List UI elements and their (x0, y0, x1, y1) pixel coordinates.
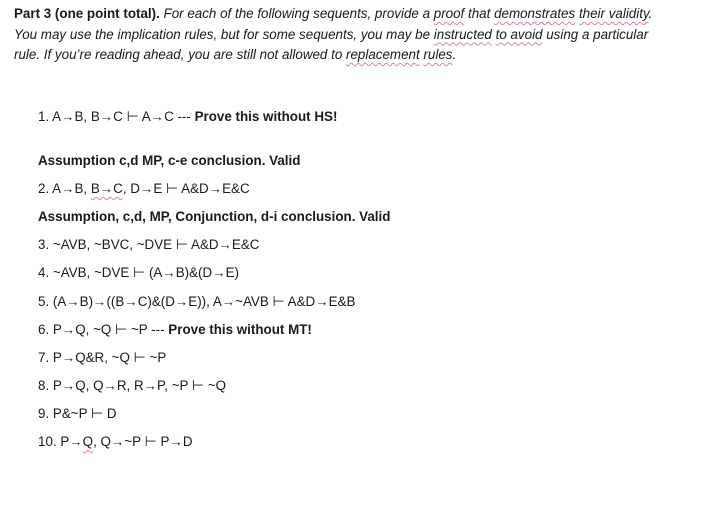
sequent-3: 3. ~AVB, ~BVC, ~DVE ⊢ A&D→E&C (38, 237, 260, 253)
spellcheck-proof: proof (433, 6, 465, 21)
spellcheck-their-validity: their validity (578, 6, 649, 21)
instructions-paragraph (14, 4, 654, 66)
sequent-7: 7. P→Q&R, ~Q ⊢ ~P (38, 350, 167, 366)
answer-2: Assumption, c,d, MP, Conjunction, d-i conclusion. Valid (38, 209, 391, 224)
turnstile-symbol: ⊢ (133, 265, 146, 281)
instructions-text: For each of the following sequents, provide a proof that demonstrates their validity. You may use the implication rules, but for some sequents, you may be instructed to avoid using a particular rule. If you’re reading ahead, you are still not allowed to replacement rules. (14, 6, 653, 62)
spellcheck-b-c: B→C (90, 181, 123, 196)
spellcheck-instructed: instructed (433, 26, 492, 42)
sequent-10: 10. P→Q, Q→~P ⊢ P→D (38, 434, 193, 450)
spellcheck-q: Q (82, 434, 94, 449)
turnstile-symbol: ⊢ (175, 237, 189, 253)
sequent-2: 2. A→B, B→C, D→E ⊢ A&D→E&C (38, 181, 250, 197)
turnstile-symbol: ⊢ (133, 350, 146, 366)
turnstile-symbol: ⊢ (144, 434, 157, 450)
turnstile-symbol: ⊢ (90, 406, 104, 422)
turnstile-symbol: ⊢ (272, 294, 285, 310)
turnstile-symbol: ⊢ (126, 109, 139, 125)
part-heading: Part 3 (one point total). (14, 6, 160, 21)
sequent-8: 8. P→Q, Q→R, R→P, ~P ⊢ ~Q (38, 378, 227, 394)
turnstile-symbol: ⊢ (115, 322, 128, 338)
spellcheck-to-avoid: to avoid (495, 26, 543, 42)
sequent-4: 4. ~AVB, ~DVE ⊢ (A→B)&(D→E) (38, 265, 239, 281)
sequent-9: 9. P&~P ⊢ D (38, 406, 117, 422)
answer-1: Assumption c,d MP, c-e conclusion. Valid (38, 153, 301, 168)
turnstile-symbol: ⊢ (166, 181, 179, 197)
spellcheck-replacement: replacement (346, 47, 420, 62)
sequent-6: 6. P→Q, ~Q ⊢ ~P --- Prove this without MT! (38, 322, 312, 338)
sequent-5: 5. (A→B)→((B→C)&(D→E)), A→~AVB ⊢ A&D→E&B (38, 294, 356, 310)
sequent-6-instruction: Prove this without MT! (168, 322, 312, 337)
spellcheck-demonstrates: demonstrates (494, 6, 576, 21)
sequent-1: 1. A→B, B→C ⊢ A→C --- Prove this without HS! (38, 109, 338, 125)
spellcheck-rules: rules (423, 47, 453, 62)
turnstile-symbol: ⊢ (191, 378, 205, 394)
sequent-1-instruction: Prove this without HS! (194, 109, 338, 124)
